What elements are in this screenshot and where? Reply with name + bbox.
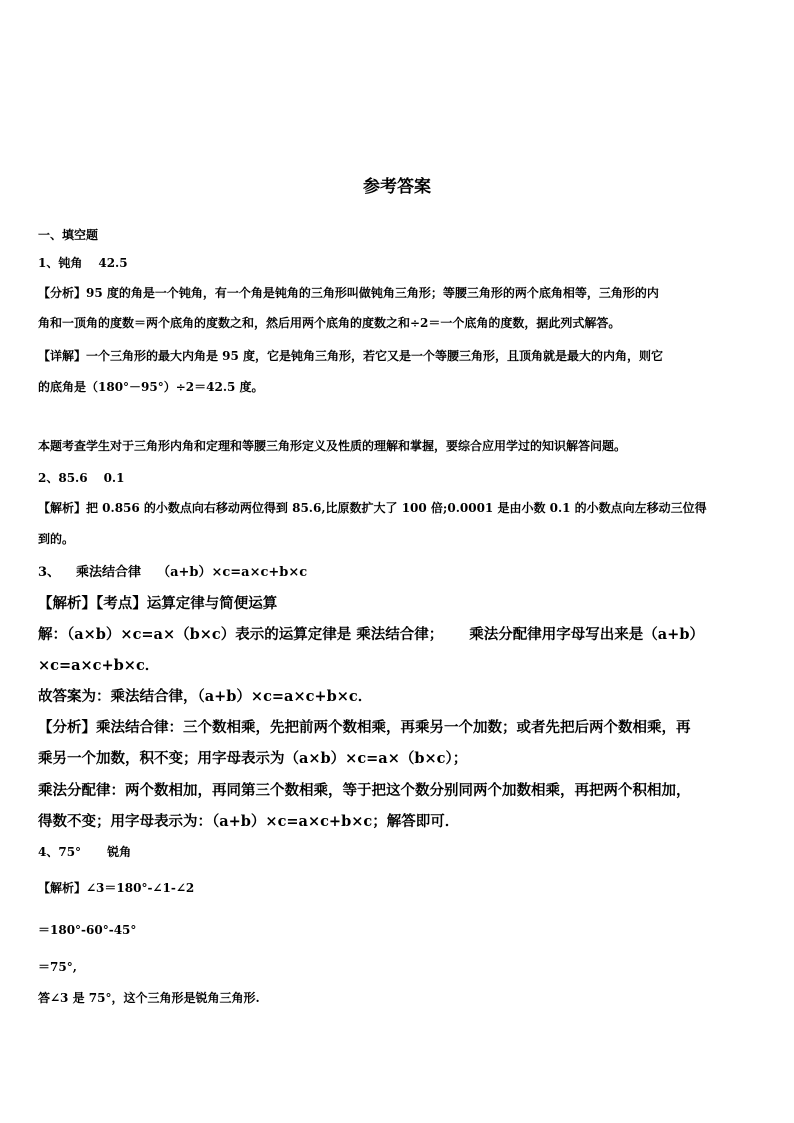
q3-solution-line2: ×c=a×c+b×c． [38,657,160,674]
q4-explain-line4: 答∠3 是 75°，这个三角形是锐角三角形. [38,991,260,1005]
page-title: 参考答案 [363,177,431,197]
q1-analysis-line1: 【分析】95 度的角是一个钝角，有一个角是钝角的三角形叫做钝角三角形；等腰三角形的两个底角相等，三角形的内 [38,286,659,300]
q3-answer-line [38,561,307,580]
q1-answer: 42.5 [98,256,128,270]
q3-explain-head: 【解析】【考点】运算定律与简便运算 [38,595,278,612]
q4-answer-line [38,843,131,860]
q4-head: 4、75° [38,845,82,859]
q1-detail-line1: 【详解】一个三角形的最大内角是 95 度，它是钝角三角形，若它又是一个等腰三角形，且顶角就是最大的内角，则它 [38,349,664,363]
q3-analysis-line4: 得数不变；用字母表示为：（a+b）×c=a×c+b×c；解答即可． [38,813,460,830]
q3-answer1: 乘法结合律 [76,565,142,580]
q1-answer-line [38,254,128,271]
q4-answer: 锐角 [107,845,132,859]
section-heading: 一、填空题 [38,228,99,242]
q2-explain-line2: 到的。 [38,532,75,546]
q1-head: 1、钝角 [38,256,83,270]
q4-explain-line2: ＝180°-60°-45° [38,923,137,937]
q2-explain-line1: 【解析】把 0.856 的小数点向右移动两位得到 85.6,比原数扩大了 100 倍;0.0001 是由小数 0.1 的小数点向左移动三位得 [38,501,707,515]
q3-solution-part-a: 解：（a×b）×c=a×（b×c）表示的运算定律是 乘法结合律； [38,626,444,643]
q3-solution-line1 [38,623,704,644]
q3-analysis-line3: 乘法分配律：两个数相加，再同第三个数相乘，等于把这个数分别同两个加数相乘，再把两个积相加， [38,782,691,799]
q4-explain-line1: 【解析】∠3＝180°-∠1-∠2 [38,881,195,895]
q1-note: 本题考查学生对于三角形内角和定理和等腰三角形定义及性质的理解和掌握，要综合应用学过的知识解答问题。 [38,439,627,453]
q3-number: 3、 [38,565,61,580]
q3-conclusion: 故答案为：乘法结合律，（a+b）×c=a×c+b×c． [38,688,373,705]
q1-analysis-line2: 角和一顶角的度数＝两个底角的度数之和，然后用两个底角的度数之和÷2＝一个底角的度数，据此列式解答。 [38,316,621,330]
q3-solution-part-b: 乘法分配律用字母写出来是（a+b） [469,626,704,643]
q2-answer-line [38,469,124,486]
q1-detail-line2: 的底角是（180°－95°）÷2＝42.5 度。 [38,380,264,394]
q2-answer: 0.1 [103,471,125,485]
q3-analysis-line2: 乘另一个加数，积不变；用字母表示为（a×b）×c=a×（b×c）； [38,750,468,767]
q4-explain-line3: ＝75°, [38,960,77,974]
q2-head: 2、85.6 [38,471,88,485]
q3-answer2: （a+b）×c=a×c+b×c [157,565,308,580]
q3-analysis-line1: 【分析】乘法结合律：三个数相乘，先把前两个数相乘，再乘另一个加数；或者先把后两个数相乘，再 [38,719,691,736]
